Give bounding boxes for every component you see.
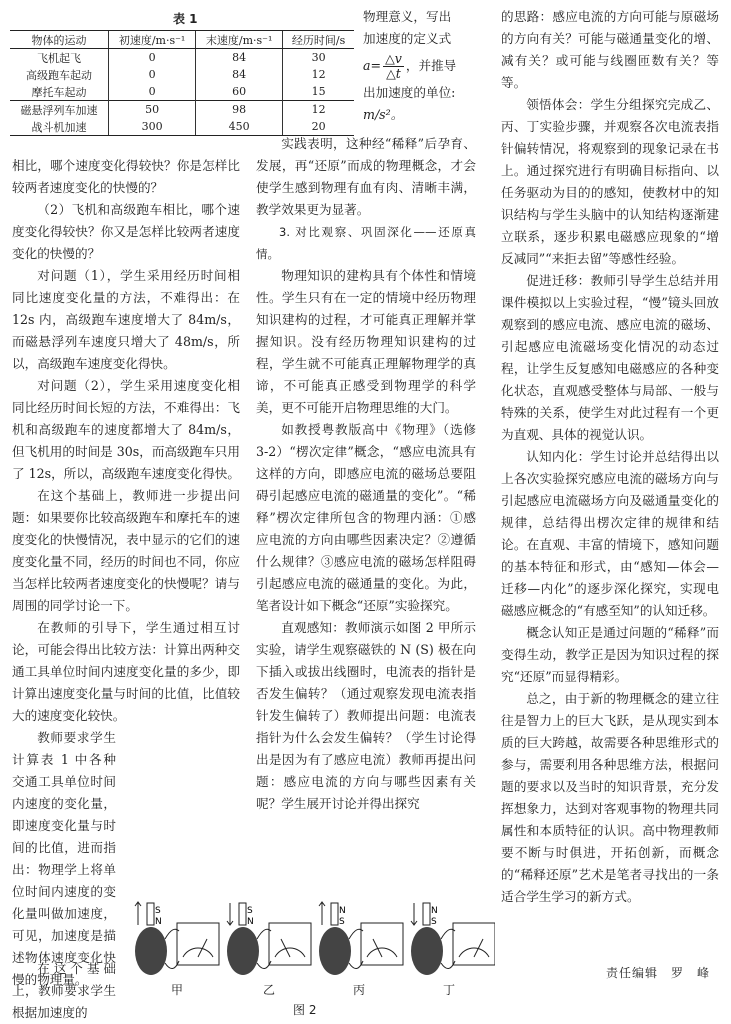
table-cell: 摩托车起动 [31, 85, 87, 99]
apparatus-yi [227, 903, 311, 975]
formula-prefix: a= [363, 58, 382, 73]
figure-label-ding: 丁 [443, 983, 456, 997]
paragraph: 如教授粤教版高中《物理》（选修 3-2）“楞次定律”概念，“感应电流具有这样的方向，即感应电流的磁场总要阻碍引起感应电流的磁通量的变化”。“稀释”楞次定律所包含的物理内涵：①感应电流的方向由哪些因素决定？②遵循什么规律？③感应电流的磁场怎样阻碍引起感应电流的磁通量的变化。为此，笔者设计如下概念“还原”实验探究。 [256, 422, 476, 613]
paragraph: 教师要求学生计算表 1 中各种交通工具单位时间内速度的变化量，即速度变化量与时间的比值，进而指出：物理学上将单位时间内速度的变化量叫做加速度，可见，加速度是描述物体速度变化快慢的物理量。 [12, 730, 116, 987]
paragraph: 对问题（2），学生采用速度变化相同比经历时间长短的方法，不难得出：飞机和高级跑车的速度都增大了 84m/s，但飞机用的时间是 30s，而高级跑车只用了 12s，所以，高级跑车速度变化得快。 [12, 378, 240, 481]
figure-label-yi: 乙 [263, 983, 276, 997]
table-cell: 15 [283, 83, 354, 101]
paragraph: 实践表明，这种经“稀释”后孕育、发展，再“还原”而成的物理概念，才会使学生感到物理有血有肉、清晰丰满，教学效果更为显著。 [256, 136, 476, 217]
paragraph: 相比，哪个速度变化得较快？你是怎样比较两者速度变化的快慢的？ [12, 158, 240, 195]
column-1 [12, 155, 240, 991]
paragraph: 促进迁移：教师引导学生总结并用课件模拟以上实验过程，“慢”镜头回放观察到的感应电流、感应电流的磁场、引起感应电流磁场变化情况的动态过程，让学生反复感知电磁感应的各种变化状态，直观感受整体与局部、一般与特殊的关系，使学生对此过程有一个更为直观、具体的视觉认识。 [501, 273, 719, 442]
paragraph: 直观感知：教师演示如图 2 甲所示实验，请学生观察磁铁的 N (S) 极在向下插入或拔出线圈时，电流表的指针是否发生偏转？（通过观察发现电流表指针发生偏转了）教师提出问题：电流表指针为什么会发生偏转？（学生讨论得出是因为有了感应电流）教师再提出问题：感应电流的方向与哪些因素有关呢？学生展开讨论并得出探究 [256, 620, 476, 811]
figure-2 [125, 895, 495, 1020]
table-1-container [10, 30, 354, 136]
bar-magnet [331, 903, 338, 925]
galvanometer [269, 923, 311, 965]
paragraph: 对问题（1），学生采用经历时间相同比速度变化量的方法，不难得出：在 12s 内，高级跑车速度增大了 84m/s，而磁悬浮列车速度只增大了 48m/s，所以，高级跑车速度变化得快。 [12, 268, 240, 371]
formula-denominator: △t [386, 65, 401, 81]
paragraph: 概念认知正是通过问题的“稀释”而变得生动，教学正是因为知识过程的探究“还原”而显得精彩。 [501, 625, 719, 684]
table-header-cell: 物体的运动 [10, 31, 109, 49]
apparatus-bing [319, 902, 403, 975]
table-row [10, 101, 354, 119]
arrow-up-icon [227, 903, 233, 925]
table-cell: 12 [283, 101, 354, 119]
magnet-pole-label: S [155, 906, 161, 916]
table-cell: 高级跑车起动 [26, 68, 93, 82]
table-cell: 0 [109, 49, 196, 67]
coil [411, 927, 443, 975]
table-cell: 50 [109, 101, 196, 119]
text-line: 物理意义，写出 [363, 9, 452, 24]
table-cell: 60 [196, 83, 283, 101]
formula-numerator: △v [385, 50, 402, 66]
text-line: 加速度的定义式 [363, 31, 452, 46]
unit-text: m/s²。 [363, 107, 404, 122]
figure-caption: 图 2 [293, 1003, 317, 1017]
paragraph: 在教师的引导下，学生通过相互讨论，可能会得出比较方法：计算出两种交通工具单位时间内速度变化量的多少，即计算出速度变化量与时间的比值，比值较大的速度变化较快。 [12, 620, 240, 723]
coil [135, 927, 167, 975]
formula-suffix: ，并推导 [405, 58, 457, 73]
magnet-pole-label: N [155, 917, 162, 927]
paragraph: 物理知识的建构具有个体性和情境性。学生只有在一定的情境中经历物理知识建构的过程，才可能真正理解并掌握知识。没有经历物理知识建构的过程，学生就不可能真正理解物理学的真谛，不可能真正感受到物理学的科学美，更不可能开启物理思维的大门。 [256, 268, 476, 415]
table-cell: 450 [196, 118, 283, 136]
paragraph: 在这个基础上，教师要求学生根据加速度的 [12, 961, 116, 1020]
responsible-editor: 责任编辑 罗 峰 [606, 966, 711, 980]
apparatus-ding [411, 903, 495, 975]
magnet-pole-label: N [339, 906, 346, 916]
table-row [10, 49, 354, 67]
galvanometer [177, 923, 219, 965]
apparatus-jia [135, 902, 219, 975]
paragraph: （2）飞机和高级跑车相比，哪个速度变化得较快？你又是怎样比较两者速度变化的快慢的？ [12, 202, 240, 261]
table-cell: 战斗机加速 [10, 118, 109, 136]
coil [319, 927, 351, 975]
table-cell: 0 [109, 66, 196, 83]
magnet-pole-label: S [339, 917, 345, 927]
table-header-row [10, 31, 354, 49]
magnet-pole-label: S [247, 906, 253, 916]
table-title: 表 1 [173, 12, 198, 26]
magnet-pole-label: N [431, 906, 438, 916]
table-cell: 300 [109, 118, 196, 136]
paragraph: 总之，由于新的物理概念的建立往往是智力上的巨大飞跃，是从现实到本质的巨大跨越，故需要各种思维形式的参与，需要利用各种思维方法，根据问题的要求以及当时的知识背景，充分发挥想象力，达到对客观事物的物理共同属性和本质特征的认识。高中物理教师要不断与时俱进，开拓创新，而概念的“稀释还原”艺术是笔者寻找出的一条适合学生学习的新方式。 [501, 691, 719, 904]
table-cell: 12 [283, 66, 354, 83]
magnet-pole-label: S [431, 917, 437, 927]
galvanometer [361, 923, 403, 965]
text-line: 出加速度的单位: [363, 85, 456, 100]
arrow-down-icon [135, 902, 141, 925]
paragraph: 的思路：感应电流的方向可能与原磁场的方向有关？可能与磁通量变化的增、减有关？或可能与线圈匝数有关？等等。 [501, 9, 719, 90]
paragraph: 认知内化：学生讨论并总结得出以上各次实验探究感应电流的磁场方向与引起感应电流磁场方向及磁通量变化的规律，总结得出楞次定律的规律和结论。在直观、丰富的情境下，感知问题的基本特征和形式，由“感知—体会—迁移—内化”的逐步深化探究，实现电磁感应概念的“有感至知”的认知迁移。 [501, 449, 719, 618]
table-header-cell: 末速度/m·s⁻¹ [196, 31, 283, 49]
column-3 [501, 6, 719, 908]
column-2-top [363, 6, 475, 126]
table-cell: 磁悬浮列车加速 [10, 101, 109, 119]
paragraph: 领悟体会：学生分组探究完成乙、丙、丁实验步骤，并观察各次电流表指针偏转情况，将观察到的现象记录在书上。通过探究进行有明确目标指向、以任务驱动为目的的感知，使教材中的知识结构与学生头脑中的认知结构逐渐建立联系，逐步积累电磁感应现象的“增反减同”“来拒去留”等感性经验。 [501, 97, 719, 266]
column-2 [256, 133, 476, 815]
table-row [10, 83, 354, 101]
bar-magnet [239, 903, 246, 925]
table-cell: 20 [283, 118, 354, 136]
galvanometer [453, 923, 495, 965]
table-cell: 30 [283, 49, 354, 67]
table-cell: 0 [109, 83, 196, 101]
bar-magnet [147, 903, 154, 925]
figure-label-jia: 甲 [171, 983, 184, 997]
arrow-up-icon [411, 903, 417, 925]
acceleration-formula [363, 50, 475, 82]
bar-magnet [423, 903, 430, 925]
table-cell: 84 [196, 66, 283, 83]
table-header-cell: 初速度/m·s⁻¹ [109, 31, 196, 49]
table-row [10, 66, 354, 83]
column-1-tail [12, 958, 116, 1024]
figure-2-apparatus [125, 895, 495, 985]
paragraph: 在这个基础上，教师进一步提出问题：如果要你比较高级跑车和摩托车的速度变化的快慢情况，表中显示的它们的速度变化量不同，经历的时间也不同，你应当怎样比较两者速度变化的快慢呢？请与周围的同学讨论一下。 [12, 488, 240, 613]
table-1 [10, 30, 354, 136]
table-cell: 飞机起飞 [37, 51, 82, 65]
figure-label-bing: 丙 [353, 983, 366, 997]
formula-fraction [383, 52, 404, 81]
table-cell: 84 [196, 49, 283, 67]
table-header-cell: 经历时间/s [283, 31, 354, 49]
magnet-pole-label: N [247, 917, 254, 927]
table-cell: 98 [196, 101, 283, 119]
coil [227, 927, 259, 975]
arrow-down-icon [319, 902, 325, 925]
section-heading: 3. 对比观察、巩固深化——还原真情。 [256, 225, 476, 261]
